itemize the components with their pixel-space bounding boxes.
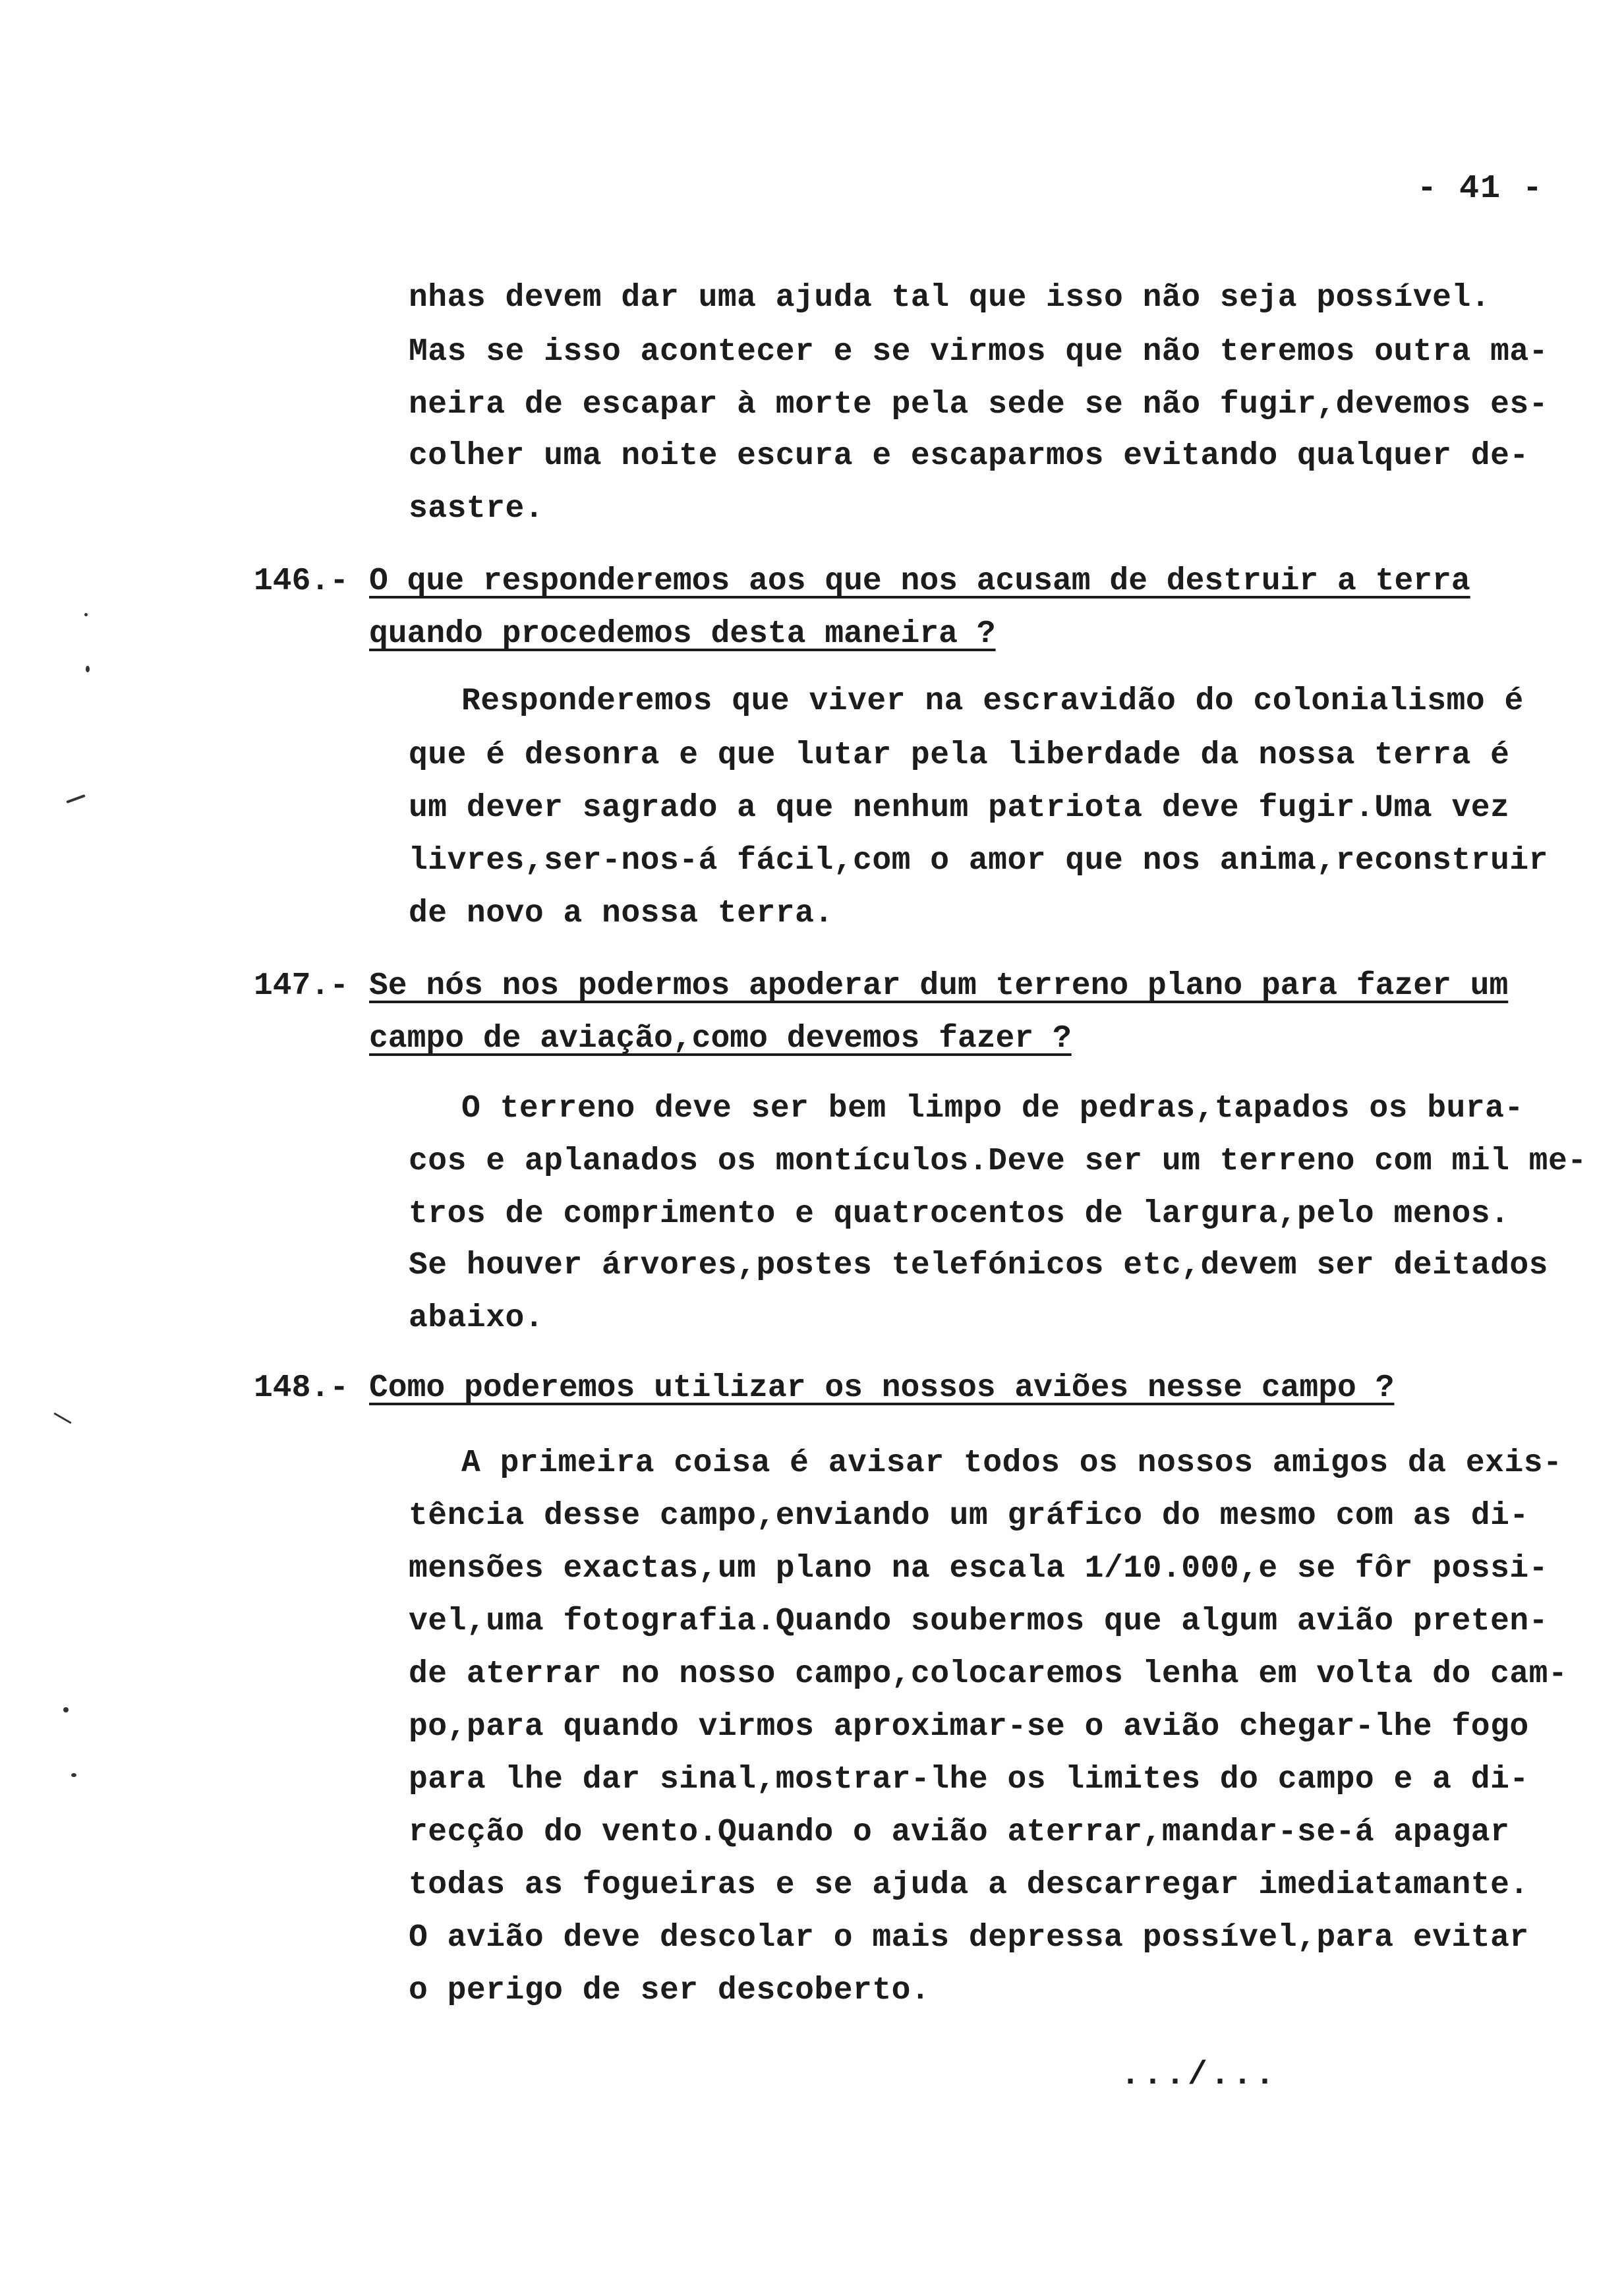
answer-line: livres,ser-nos-á fácil,com o amor que nos anima,reconstruir	[409, 843, 1548, 879]
answer-line: recção do vento.Quando o avião aterrar,mandar-se-á apagar	[409, 1815, 1510, 1850]
answer-line: de novo a nossa terra.	[409, 896, 834, 931]
answer-line: tros de comprimento e quatrocentos de largura,pelo menos.	[409, 1196, 1510, 1232]
scan-speck	[66, 794, 86, 803]
answer-line: que é desonra e que lutar pela liberdade da nossa terra é	[409, 738, 1510, 773]
question-text-line: Se nós nos podermos apoderar dum terreno plano para fazer um	[369, 968, 1509, 1004]
answer-line: vel,uma fotografia.Quando soubermos que algum avião preten-	[409, 1604, 1548, 1639]
intro-line: nhas devem dar uma ajuda tal que isso não seja possível.	[409, 280, 1491, 316]
answer-line: abaixo.	[409, 1300, 544, 1336]
answer-line: tência desse campo,enviando um gráfico do mesmo com as di-	[409, 1498, 1529, 1534]
question-number: 148.-	[254, 1370, 349, 1406]
scan-speck	[53, 1413, 71, 1424]
answer-line: po,para quando virmos aproximar-se o avião chegar-lhe fogo	[409, 1709, 1529, 1745]
answer-line: mensões exactas,um plano na escala 1/10.000,e se fôr possi-	[409, 1551, 1548, 1587]
question-number: 146.-	[254, 564, 349, 599]
continuation-mark: .../...	[1120, 2057, 1278, 2094]
intro-line: sastre.	[409, 491, 544, 527]
intro-line: Mas se isso acontecer e se virmos que não teremos outra ma-	[409, 334, 1548, 370]
answer-line: A primeira coisa é avisar todos os nossos amigos da exis-	[461, 1446, 1563, 1481]
answer-line: de aterrar no nosso campo,colocaremos lenha em volta do cam-	[409, 1656, 1568, 1692]
scan-speck	[71, 1773, 76, 1777]
question-text-line: O que responderemos aos que nos acusam de destruir a terra	[369, 564, 1470, 599]
answer-line: para lhe dar sinal,mostrar-lhe os limites do campo e a di-	[409, 1762, 1529, 1797]
answer-line: Se houver árvores,postes telefónicos etc,devem ser deitados	[409, 1248, 1548, 1283]
intro-line: colher uma noite escura e escaparmos evitando qualquer de-	[409, 438, 1529, 474]
answer-line: o perigo de ser descoberto.	[409, 1973, 931, 2008]
answer-line: um dever sagrado a que nenhum patriota deve fugir.Uma vez	[409, 790, 1510, 826]
answer-line: Responderemos que viver na escravidão do colonialismo é	[461, 684, 1524, 719]
question-number: 147.-	[254, 968, 349, 1004]
answer-line: todas as fogueiras e se ajuda a descarregar imediatamante.	[409, 1867, 1529, 1903]
question-text-line: campo de aviação,como devemos fazer ?	[369, 1021, 1072, 1057]
scan-speck	[63, 1707, 69, 1712]
answer-line: cos e aplanados os montículos.Deve ser um terreno com mil me-	[409, 1144, 1587, 1179]
scan-speck	[86, 666, 90, 672]
answer-line: O terreno deve ser bem limpo de pedras,tapados os bura-	[461, 1091, 1524, 1126]
page-number: - 41 -	[1417, 170, 1544, 208]
question-text-line: quando procedemos desta maneira ?	[369, 616, 996, 652]
question-text-line: Como poderemos utilizar os nossos aviões nesse campo ?	[369, 1370, 1395, 1406]
scan-speck	[84, 613, 88, 616]
intro-line: neira de escapar à morte pela sede se não fugir,devemos es-	[409, 387, 1548, 423]
answer-line: O avião deve descolar o mais depressa possível,para evitar	[409, 1920, 1529, 1956]
